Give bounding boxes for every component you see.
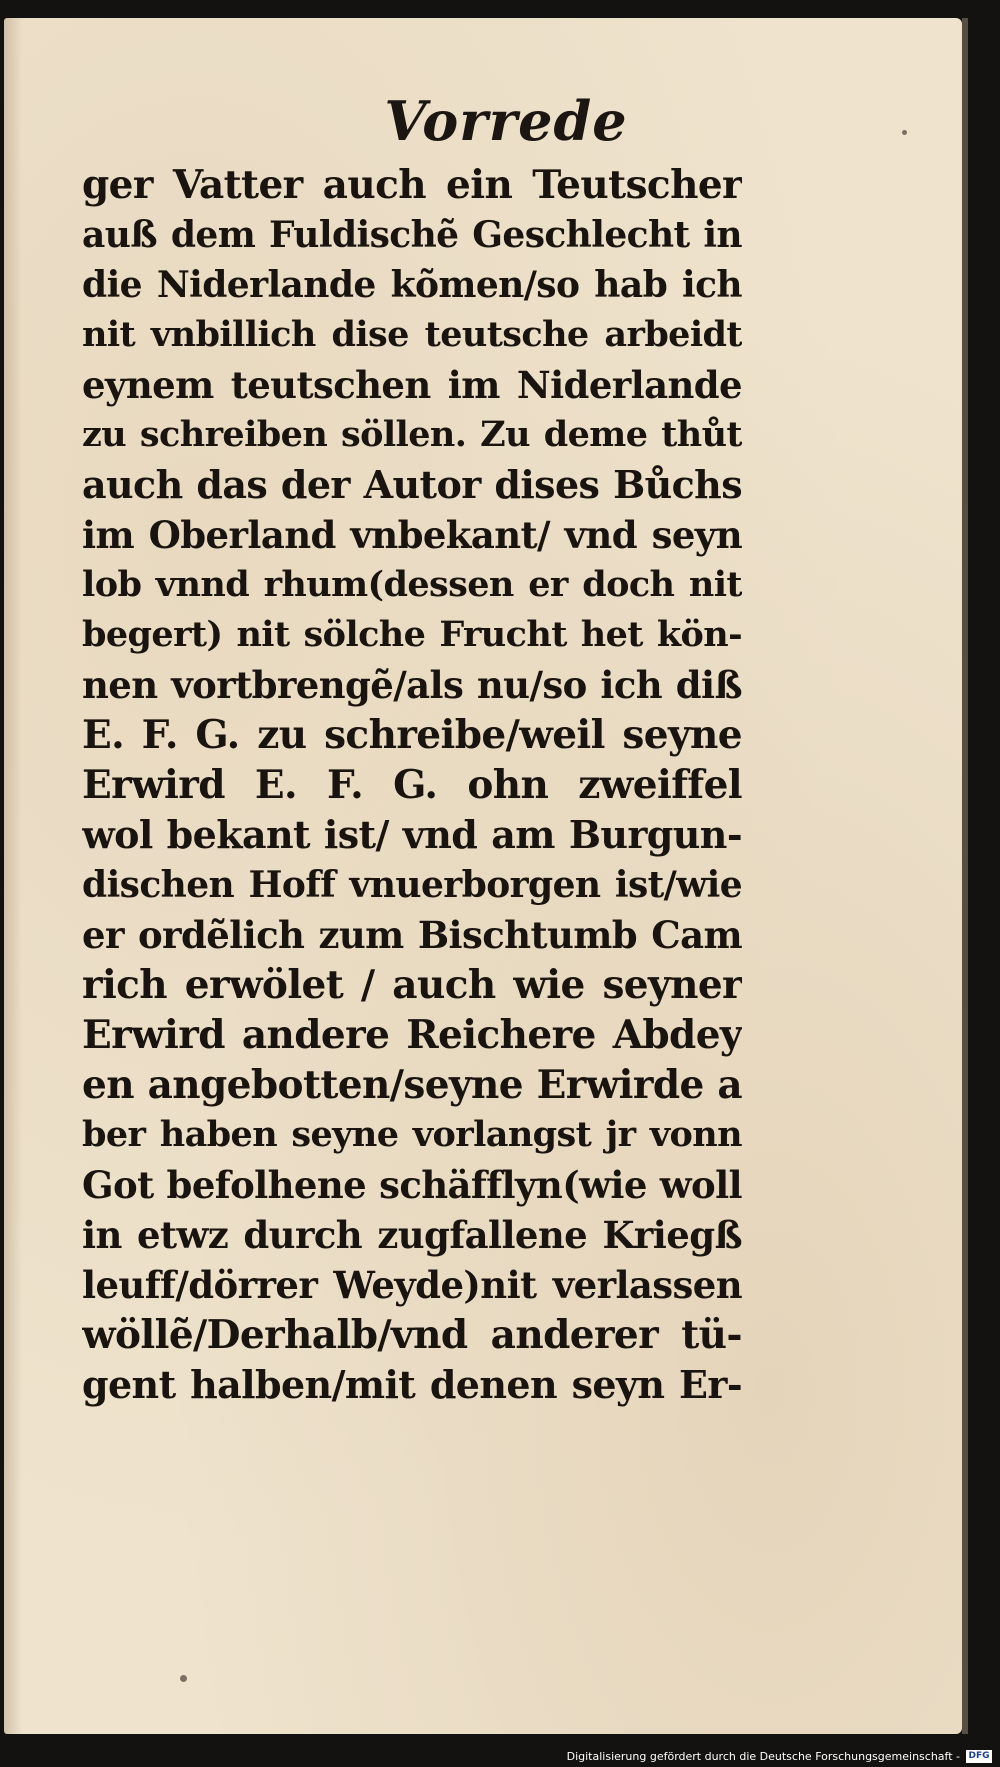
text-line: er ordẽlich zum Bischtumb Cam — [82, 913, 742, 957]
text-line: begert) nit sölche Frucht het kön- — [82, 614, 742, 655]
text-line: wöllẽ/Derhalb/vnd anderer tü- — [82, 1312, 742, 1358]
text-line: nen vortbrengẽ/als nu/so ich diß — [82, 663, 742, 707]
text-line: im Oberland vnbekant/ vnd seyn — [82, 513, 742, 557]
digitization-credit — [567, 1747, 992, 1765]
page-heading: Vorrede — [384, 89, 628, 153]
ink-speck — [180, 1675, 187, 1682]
text-line: lob vnnd rhum(dessen er doch nit — [82, 564, 742, 605]
text-line: ber haben seyne vorlangst jr vonn — [82, 1114, 742, 1155]
text-line: dischen Hoff vnuerborgen ist/wie — [82, 864, 742, 906]
text-line: E. F. G. zu schreibe/weil seyne — [82, 712, 742, 758]
text-line: auch das der Autor dises Bůchs — [82, 462, 742, 507]
text-line: die Niderlande kõmen/so hab ich — [82, 264, 742, 306]
text-line: en angebotten/seyne Erwirde a — [82, 1062, 742, 1108]
text-line: Erwird andere Reichere Abdey — [82, 1012, 742, 1058]
text-line: wol bekant ist/ vnd am Burgun- — [82, 812, 742, 857]
text-line: auß dem Fuldischẽ Geschlecht in — [82, 214, 742, 256]
text-line: Got befolhene schäfflyn(wie woll — [82, 1163, 742, 1207]
text-line: nit vnbillich dise teutsche arbeidt — [82, 314, 742, 355]
body-text — [82, 160, 742, 1410]
dfg-logo: DFG — [966, 1750, 992, 1763]
text-line: Erwird E. F. G. ohn zweiffel — [82, 762, 742, 808]
page-edge — [962, 18, 968, 1734]
text-line: in etwz durch zugfallene Kriegß — [82, 1213, 742, 1257]
credit-text: Digitalisierung gefördert durch die Deutsche Forschungsgemeinschaft - — [566, 1749, 960, 1763]
text-line: leuff/dörrer Weyde)nit verlassen — [82, 1263, 742, 1307]
text-line: gent halben/mit denen seyn Er- — [82, 1362, 742, 1407]
text-line: eynem teutschen im Niderlande — [82, 363, 742, 407]
text-line: zu schreiben söllen. Zu deme thůt — [82, 414, 742, 455]
text-line: ger Vatter auch ein Teutscher — [82, 162, 742, 208]
text-line: rich erwölet / auch wie seyner — [82, 962, 742, 1008]
